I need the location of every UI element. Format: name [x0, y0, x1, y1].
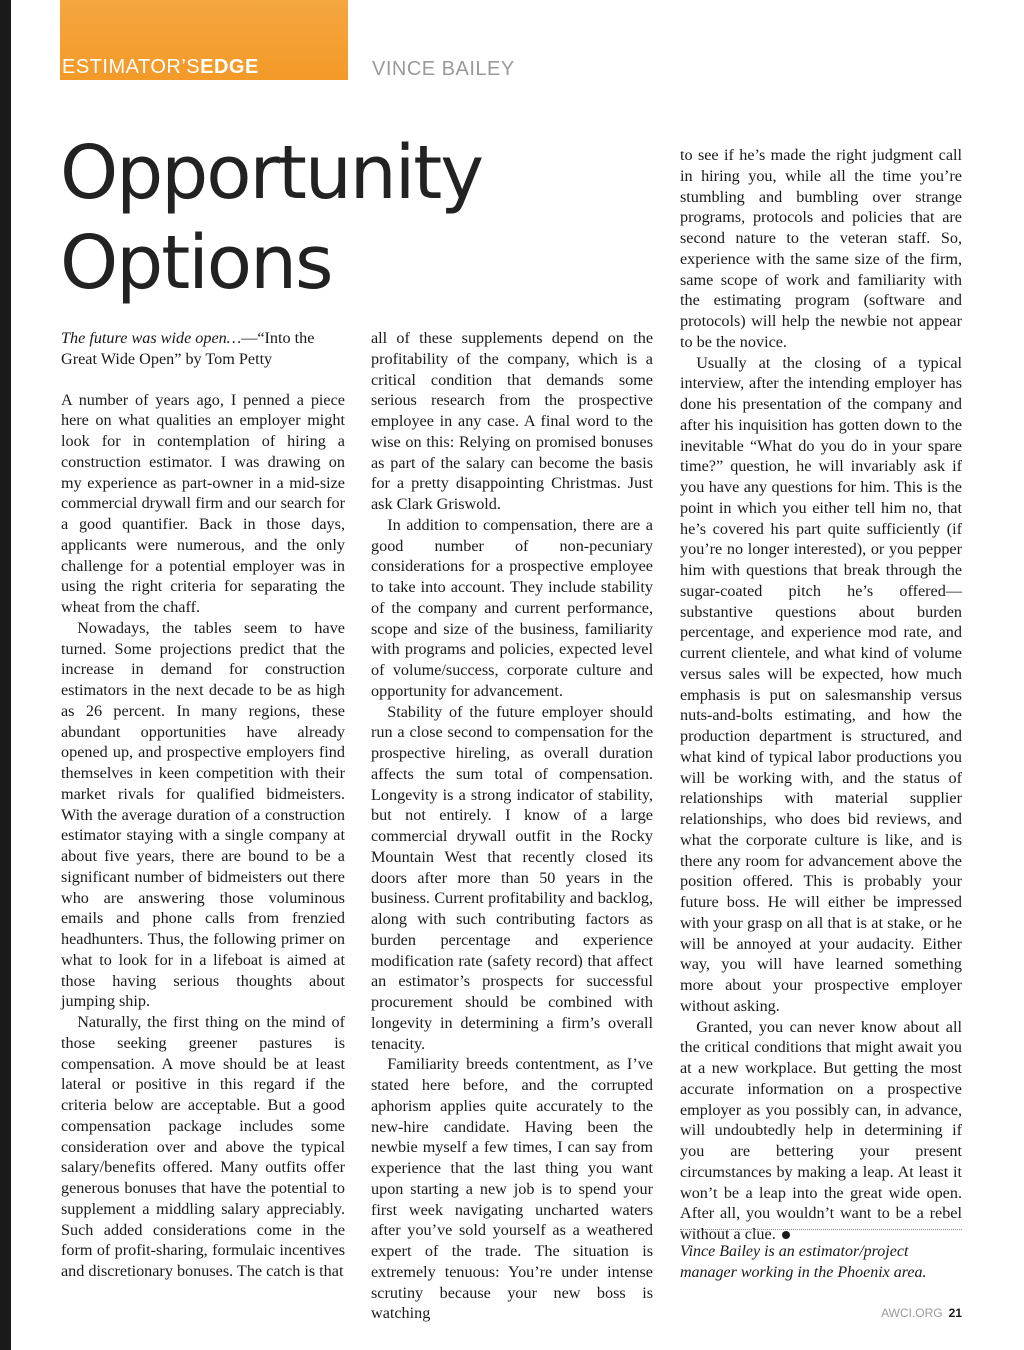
left-margin-bar	[0, 0, 11, 1350]
paragraph: Naturally, the first thing on the mind of those seeking greener pastures is compensation. A move should be at least lateral or positive in this regard if the criteria below are acceptable. But a good compensation package includes some consideration over and above the typical salary/benefits offered. Many outfits offer generous bonuses that have the potential to supplement a middling salary appreciably. Such added considerations come in the form of profit-sharing, formulaic incentives and discretionary bonuses. The catch is that	[61, 1013, 345, 1280]
paragraph: Nowadays, the tables seem to have turned. Some projections predict that the increase in demand for construction estimators in the next decade to be as high as 26 percent. In many regions, these abundant opportunities have already opened up, and prospective employers find themselves in keen competition with their market rivals for qualified bidmeisters. With the average duration of a construction estimator staying with a single company at about five years, there are bound to be a significant number of bidmeisters out there who are answering those voluminous emails and phone calls from frenzied headhunters. Thus, the following primer on what to look for in a lifeboat is aimed at those having serious thoughts about jumping ship.	[61, 618, 345, 1011]
paragraph: Stability of the future employer should run a close second to compensation for the prospective hireling, as overall duration affects the sum total of compensation. Longevity is a strong indicator of stability, but not entirely. I know of a large commercial drywall outfit in the Rocky Mountain West that recently closed its doors after more than 50 years in the business. Current profitability and backlog, along with such contributing factors as burden percentage and experience modification rate (safety record) that affect an estimator’s prospects for successful procurement should be combined with longevity in determining a firm’s overall tenacity.	[371, 702, 653, 1053]
paragraph: all of these supplements depend on the profitability of the company, which is a critical condition that demands some serious research from the prospective employee in any case. A final word to the wise on this: Relying on promised bonuses as part of the salary can become the basis for a pretty disappointing Christmas. Just ask Clark Griswold.	[371, 329, 653, 513]
footer-site[interactable]: AWCI.ORG	[881, 1306, 943, 1320]
author-bio: Vince Bailey is an estimator/project manager working in the Phoenix area.	[680, 1243, 927, 1281]
title-line-2: Options	[60, 220, 332, 306]
author-header: VINCE BAILEY	[372, 58, 515, 80]
page-footer	[881, 1306, 962, 1320]
column-2	[371, 328, 653, 1324]
paragraph-final: Granted, you can never know about all the critical conditions that might await you at a new workplace. But getting the most accurate information on a prospective employer as you possibly can, in advance, will undoubtedly help in determining if you are bettering your present circumstances by making a leap. At least it won’t be a leap into the great wide open. After all, you wouldn’t want to be a rebel without a clue.	[680, 1017, 962, 1243]
section-label: ESTIMATOR’SEDGE	[62, 56, 259, 78]
paragraph: Familiarity breeds contentment, as I’ve stated here before, and the corrupted aphorism applies quite accurately to the new-hire candidate. Having been the newbie myself a few times, I can say from experience that the last thing you want upon starting a new job is to spend your first week navigating uncharted waters after you’ve sold yourself as a weathered expert of the trade. The situation is extremely tenuous: You’re under intense scrutiny because your new boss is watching	[371, 1055, 653, 1323]
epigraph: The future was wide open…—“Into the Great Wide Open” by Tom Petty	[61, 329, 315, 368]
title-line-1: Opportunity	[60, 130, 483, 216]
article-title	[60, 128, 482, 308]
paragraph: Usually at the closing of a typical interview, after the intending employer has done his presentation of the company and after his inquisition has gotten down to the inevitable “What do you do in your spare time?” question, he will invariably ask if you have any questions for him. This is the point in which you either tell him no, that he’s covered his part quite sufficiently (if you’re no longer interested), or you pepper him with questions that break through the sugar-coated pitch he’s offered—substantive questions about burden percentage, and experience mod rate, and current clientele, and what kind of volume versus sales will be expected, how much emphasis is put on salesmanship versus nuts-and-bolts estimating, and how the production department is structured, and what kind of typical labor productions you will be working with, and the status of relationships with material supplier relationships, who does bid reviews, and what the corporate culture is like, and is there any room for advancement above the position offered. This is probably your future boss. He will either be impressed with your grasp on all that is at stake, or he will be annoyed at your audacity. Either way, you will have learned something more about your prospective employer without asking.	[680, 353, 962, 1015]
end-of-article-bullet-icon	[782, 1231, 790, 1239]
bio-divider	[680, 1229, 962, 1230]
paragraph: In addition to compensation, there are a good number of non-pecuniary considerations for a prospective employee to take into account. They include stability of the company and current performance, scope and size of the business, familiarity with programs and policies, expected level of volume/success, corporate culture and opportunity for advancement.	[371, 515, 653, 700]
column-1	[61, 328, 345, 1282]
paragraph: A number of years ago, I penned a piece here on what qualities an employer might look for in contemplation of hiring a construction estimator. I was drawing on my experience as part-owner in a mid-size commercial drywall firm and our search for a good quantifier. Back in those days, applicants were numerous, and the only challenge for a potential employer was in using the right criteria for separating the wheat from the chaff.	[61, 390, 345, 616]
column-3	[680, 145, 962, 1245]
paragraph: to see if he’s made the right judgment call in hiring you, while all the time you’re stumbling and bumbling over strange programs, protocols and policies that are second nature to the veteran staff. So, experience with the same size of the firm, same scope of work and familiarity with the estimating program (software and protocols) will help the newbie not appear to be the novice.	[680, 146, 962, 351]
page-number: 21	[948, 1306, 962, 1320]
